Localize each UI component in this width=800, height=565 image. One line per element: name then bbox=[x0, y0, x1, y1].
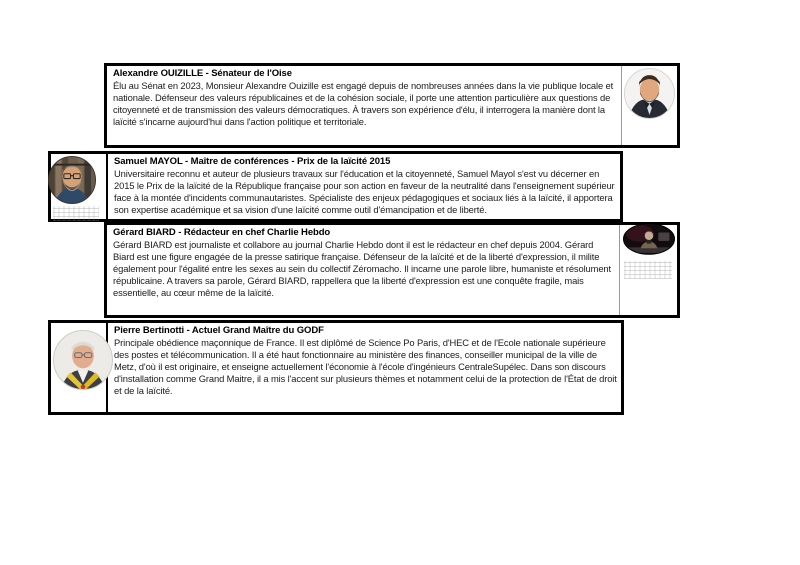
ouizille-bio-text: Élu au Sénat en 2023, Monsieur Alexandre Ouizille est engagé depuis de nombreuses années dans la vie publique locale et nationale. Défenseur des valeurs républicaines et de la cohésion sociale, il porte une attention particulière aux questions de citoyenneté et de transmission des valeurs démocratiques. À travers son expérience d'élu, il interrogera la manière dont la laïcité s'incarne aujourd'hui dans l'action politique et territoriale. bbox=[113, 80, 614, 127]
mayol-bio-cell bbox=[108, 154, 620, 219]
speaker-card-ouizille bbox=[104, 63, 680, 148]
biard-photo-cell bbox=[619, 225, 677, 315]
biard-bio-cell bbox=[107, 225, 619, 315]
speaker-card-bertinotti bbox=[48, 320, 624, 415]
mayol-bio-text: Universitaire reconnu et auteur de plusieurs travaux sur l'éducation et la citoyenneté, Samuel Mayol s'est vu décerner en 2015 le Prix de la laïcité de la République française pour son action en faveur de la neutralité dans l'enseignement supérieur face à la montée d'incidents communautaristes. Spécialiste des enjeux pédagogiques et sociaux liés à la laïcité, il apportera son expertise académique et sa vision d'une laïcité comme outil d'émancipation et de liberté. bbox=[114, 168, 615, 215]
biard-photo-watermark bbox=[624, 261, 672, 279]
mayol-photo-watermark bbox=[53, 206, 99, 221]
bertinotti-photo-cell bbox=[51, 323, 108, 412]
mayol-photo-cell bbox=[51, 154, 108, 219]
biard-title: Gérard BIARD - Rédacteur en chef Charlie Hebdo bbox=[113, 227, 331, 238]
bertinotti-bio-cell bbox=[108, 323, 621, 412]
biard-bio-text: Gérard BIARD est journaliste et collabore au journal Charlie Hebdo dont il est le rédacteur en chef depuis 2004. Gérard Biard est une figure engagée de la presse satirique française. Défenseur de la laïcité et de la liberté d'expression, il milite également pour l'égalité entre les sexes au sein du collectif Zéromacho. Il incarne une parole libre, humaniste et résolument républicaine. A travers sa parole, Gérard BIARD, rappellera que la liberté d'expression est une conquête fragile, mais essentielle, au cœur même de la laïcité. bbox=[113, 239, 612, 298]
biard-portrait-photo bbox=[623, 222, 675, 256]
mayol-title: Samuel MAYOL - Maître de conférences - Prix de la laïcité 2015 bbox=[114, 156, 391, 167]
ouizille-portrait-photo bbox=[624, 68, 675, 119]
bertinotti-bio-text: Principale obédience maçonnique de France. Il est diplômé de Science Po Paris, d'HEC et de l'Ecole nationale supérieure des postes et télécommunication. Il a été haut fonctionnaire au ministère des finances, conseiller municipal de la ville de Metz, d'où il est originaire, et enseigne actuellement l'économie à l'école d'ingénieurs CentraleSupélec. Dans son discours d'installation comme Grand Maitre, il a mis l'accent sur plusieurs thèmes et notamment celui de la protection de l'État de droit et de la laïcité. bbox=[114, 337, 617, 396]
mayol-portrait-photo bbox=[48, 156, 96, 204]
ouizille-photo-cell bbox=[621, 66, 677, 145]
ouizille-title: Alexandre OUIZILLE - Sénateur de l'Oise bbox=[113, 68, 292, 79]
bertinotti-title: Pierre Bertinotti - Actuel Grand Maître du GODF bbox=[114, 325, 324, 336]
ouizille-bio-cell bbox=[107, 66, 621, 145]
speaker-card-mayol bbox=[48, 151, 623, 222]
speaker-card-biard bbox=[104, 222, 680, 318]
bertinotti-portrait-photo bbox=[53, 330, 113, 390]
